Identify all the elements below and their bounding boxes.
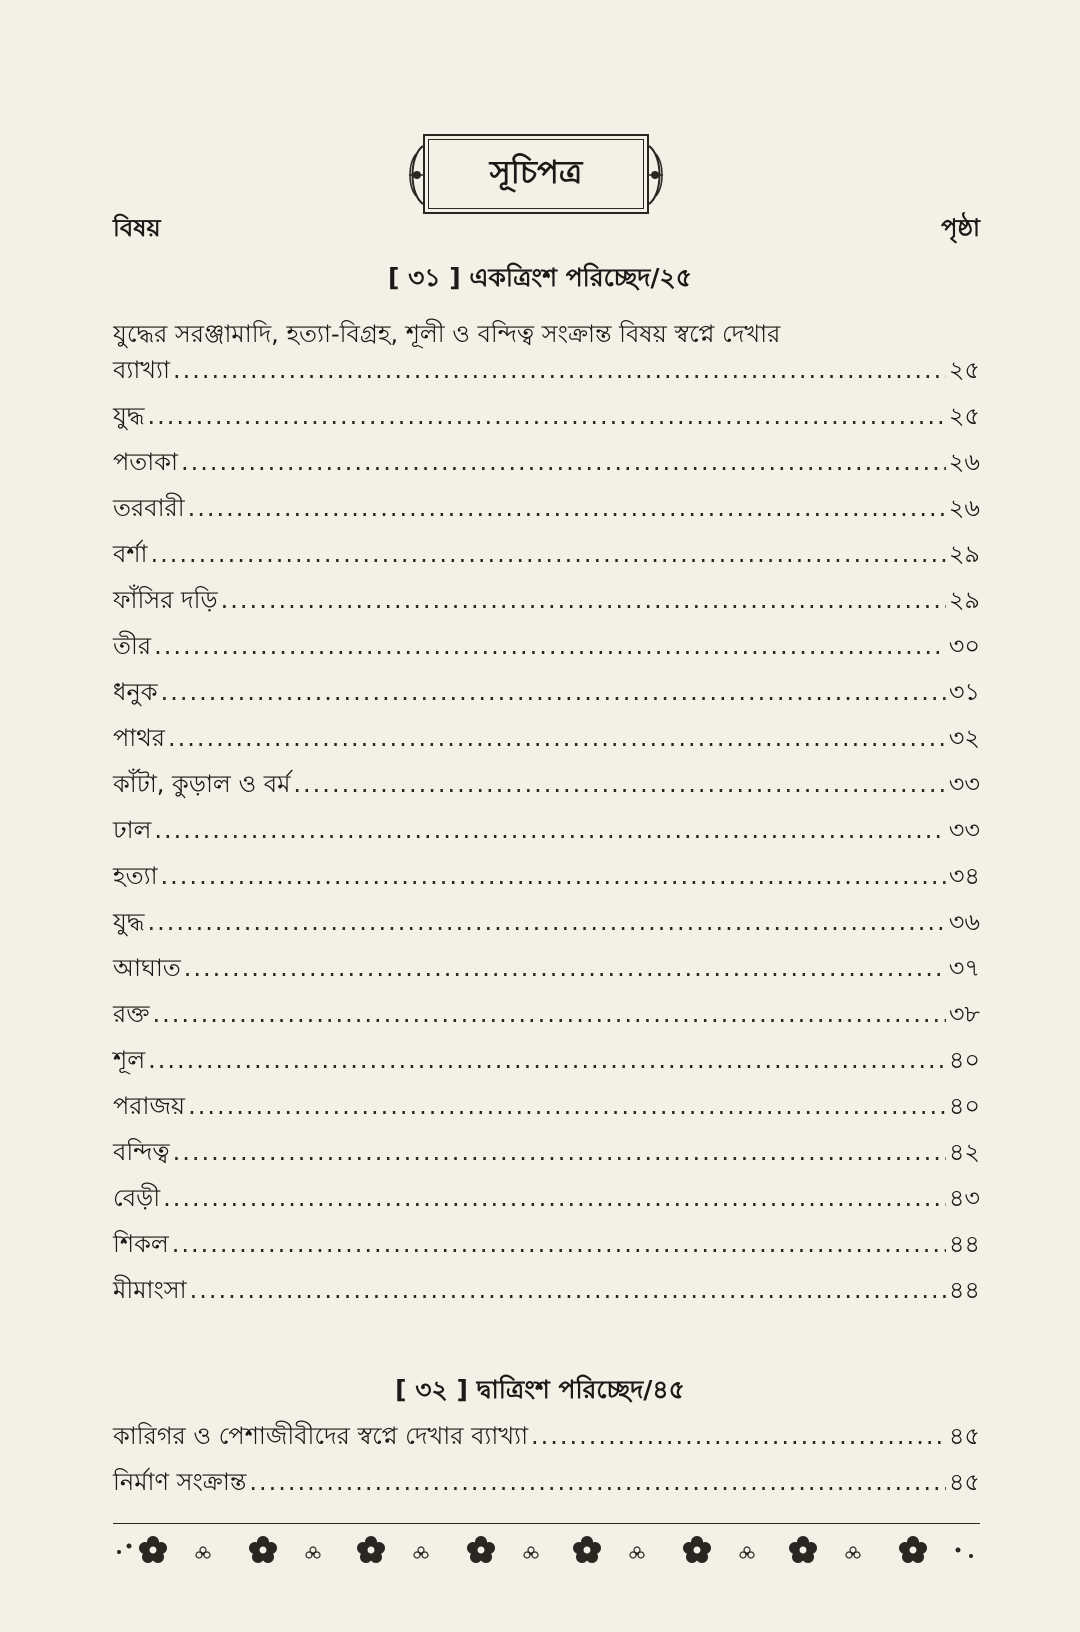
toc-entry[interactable]: [113, 398, 980, 444]
toc-entry[interactable]: [113, 812, 980, 858]
toc-entry[interactable]: [113, 996, 980, 1042]
title-box: [405, 134, 667, 214]
toc-entry[interactable]: [113, 766, 980, 812]
entry-label: যুদ্ধ: [113, 402, 145, 430]
toc-entry[interactable]: [113, 858, 980, 904]
entry-label: ব্যাখ্যা: [113, 356, 170, 384]
leader-dots: [293, 770, 945, 798]
entry-label: বেড়ী: [113, 1184, 161, 1212]
entry-label: হত্যা: [113, 862, 158, 890]
leader-dots: [168, 724, 946, 752]
toc-entry[interactable]: [113, 444, 980, 490]
entry-page: ৩৩: [948, 770, 980, 798]
leader-dots: [184, 954, 946, 982]
entry-label: রক্ত: [113, 1000, 150, 1028]
leader-dots: [181, 448, 946, 476]
entry-page: ৪২: [948, 1138, 980, 1166]
entry-label: মীমাংসা: [113, 1276, 187, 1304]
entry-page: ২৬: [948, 448, 980, 476]
right-scroll-ornament-icon: [645, 144, 667, 206]
entry-page: ২৫: [948, 402, 980, 430]
toc-entry[interactable]: [113, 1226, 980, 1272]
section-heading-32: [ ৩২ ] দ্বাত্রিংশ পরিচ্ছেদ/৪৫: [395, 1375, 685, 1404]
toc-entry[interactable]: [113, 1042, 980, 1088]
toc-entry[interactable]: [113, 352, 980, 398]
entry-page: ২৬: [948, 494, 980, 522]
toc-entry[interactable]: [113, 582, 980, 628]
leader-dots: [154, 816, 945, 844]
entry-page: ৪৪: [948, 1230, 980, 1258]
leader-dots: [221, 586, 946, 614]
entry-label: নির্মাণ সংক্রান্ত: [113, 1468, 247, 1496]
entry-page: ৩৪: [948, 862, 980, 890]
leader-dots: [147, 908, 945, 936]
leader-dots: [161, 862, 946, 890]
leader-dots: [147, 402, 945, 430]
entry-label: শিকল: [113, 1230, 169, 1258]
entry-page: ৪৩: [948, 1184, 980, 1212]
entry-page: ৪৫: [948, 1468, 980, 1496]
leader-dots: [249, 1468, 945, 1496]
entry-label: পাথর: [113, 724, 165, 752]
toc-entry[interactable]: [113, 720, 980, 766]
entry-page: ৪০: [948, 1046, 980, 1074]
leader-dots: [188, 494, 946, 522]
entry-page: ২৯: [948, 586, 980, 614]
toc-entry[interactable]: [113, 1180, 980, 1226]
leader-dots: [151, 540, 946, 568]
entry-page: ৩২: [948, 724, 980, 752]
entry-label: ধনুক: [113, 678, 158, 706]
toc-entry[interactable]: [113, 1088, 980, 1134]
toc-entry[interactable]: [113, 536, 980, 582]
leader-dots: [173, 1138, 946, 1166]
entry-label: শূল: [113, 1046, 146, 1074]
leader-dots: [173, 356, 946, 384]
entry-label: ফাঁসির দড়ি: [113, 586, 218, 614]
toc-entry[interactable]: [113, 950, 980, 996]
leader-dots: [188, 1092, 946, 1120]
entry-page: ৩৭: [948, 954, 980, 982]
column-headers: [113, 210, 980, 250]
entry-label: ঢাল: [113, 816, 152, 844]
leader-dots: [190, 1276, 946, 1304]
entry-page: ৩৮: [948, 1000, 980, 1028]
toc-entry[interactable]: [113, 1272, 980, 1318]
leader-dots: [172, 1230, 946, 1258]
toc-entry[interactable]: [113, 904, 980, 950]
leader-dots: [153, 1000, 946, 1028]
subject-header: বিষয়: [113, 214, 161, 242]
entry-page: ৪৫: [948, 1422, 980, 1450]
toc-entry[interactable]: [113, 1134, 980, 1180]
entry-page: ৩৩: [948, 816, 980, 844]
entry-label: বর্শা: [113, 540, 148, 568]
entry-page: ২৯: [948, 540, 980, 568]
entry-page: ৪৪: [948, 1276, 980, 1304]
section-31-intro: যুদ্ধের সরঞ্জামাদি, হত্যা-বিগ্রহ, শূলী ও বন্দিত্ব সংক্রান্ত বিষয় স্বপ্নে দেখার: [113, 320, 781, 348]
entry-label: আঘাত: [113, 954, 181, 982]
entry-label: কাঁটা, কুড়াল ও বর্ম: [113, 770, 291, 798]
leader-dots: [531, 1422, 946, 1450]
toc-entry[interactable]: [113, 490, 980, 536]
entry-page: ৪০: [948, 1092, 980, 1120]
page-title: সূচিপত্র: [489, 153, 583, 191]
entry-label: পতাকা: [113, 448, 179, 476]
toc-entry[interactable]: [113, 628, 980, 674]
entry-label: যুদ্ধ: [113, 908, 145, 936]
leader-dots: [154, 632, 946, 660]
entry-label: পরাজয়: [113, 1092, 186, 1120]
leader-dots: [148, 1046, 946, 1074]
entry-label: তরবারী: [113, 494, 185, 522]
entry-page: ৩০: [948, 632, 980, 660]
entry-label: বন্দিত্ব: [113, 1138, 170, 1166]
entry-label: তীর: [113, 632, 152, 660]
toc-entry[interactable]: [113, 674, 980, 720]
floral-border-ornament-icon: [113, 1528, 980, 1574]
section-heading-31: [ ৩১ ] একত্রিংশ পরিচ্ছেদ/২৫: [387, 263, 693, 292]
toc-entry[interactable]: [113, 1418, 980, 1464]
entry-page: ২৫: [948, 356, 980, 384]
leader-dots: [161, 678, 946, 706]
leader-dots: [163, 1184, 946, 1212]
entry-label: কারিগর ও পেশাজীবীদের স্বপ্নে দেখার ব্যাখ্যা: [113, 1422, 529, 1450]
toc-list-32: [113, 1418, 980, 1510]
toc-entry[interactable]: [113, 1464, 980, 1510]
toc-list-31: [113, 352, 980, 1318]
footer-rule: [113, 1523, 980, 1524]
entry-page: ৩৬: [948, 908, 980, 936]
entry-page: ৩১: [948, 678, 980, 706]
page-header: পৃষ্ঠা: [941, 214, 980, 242]
